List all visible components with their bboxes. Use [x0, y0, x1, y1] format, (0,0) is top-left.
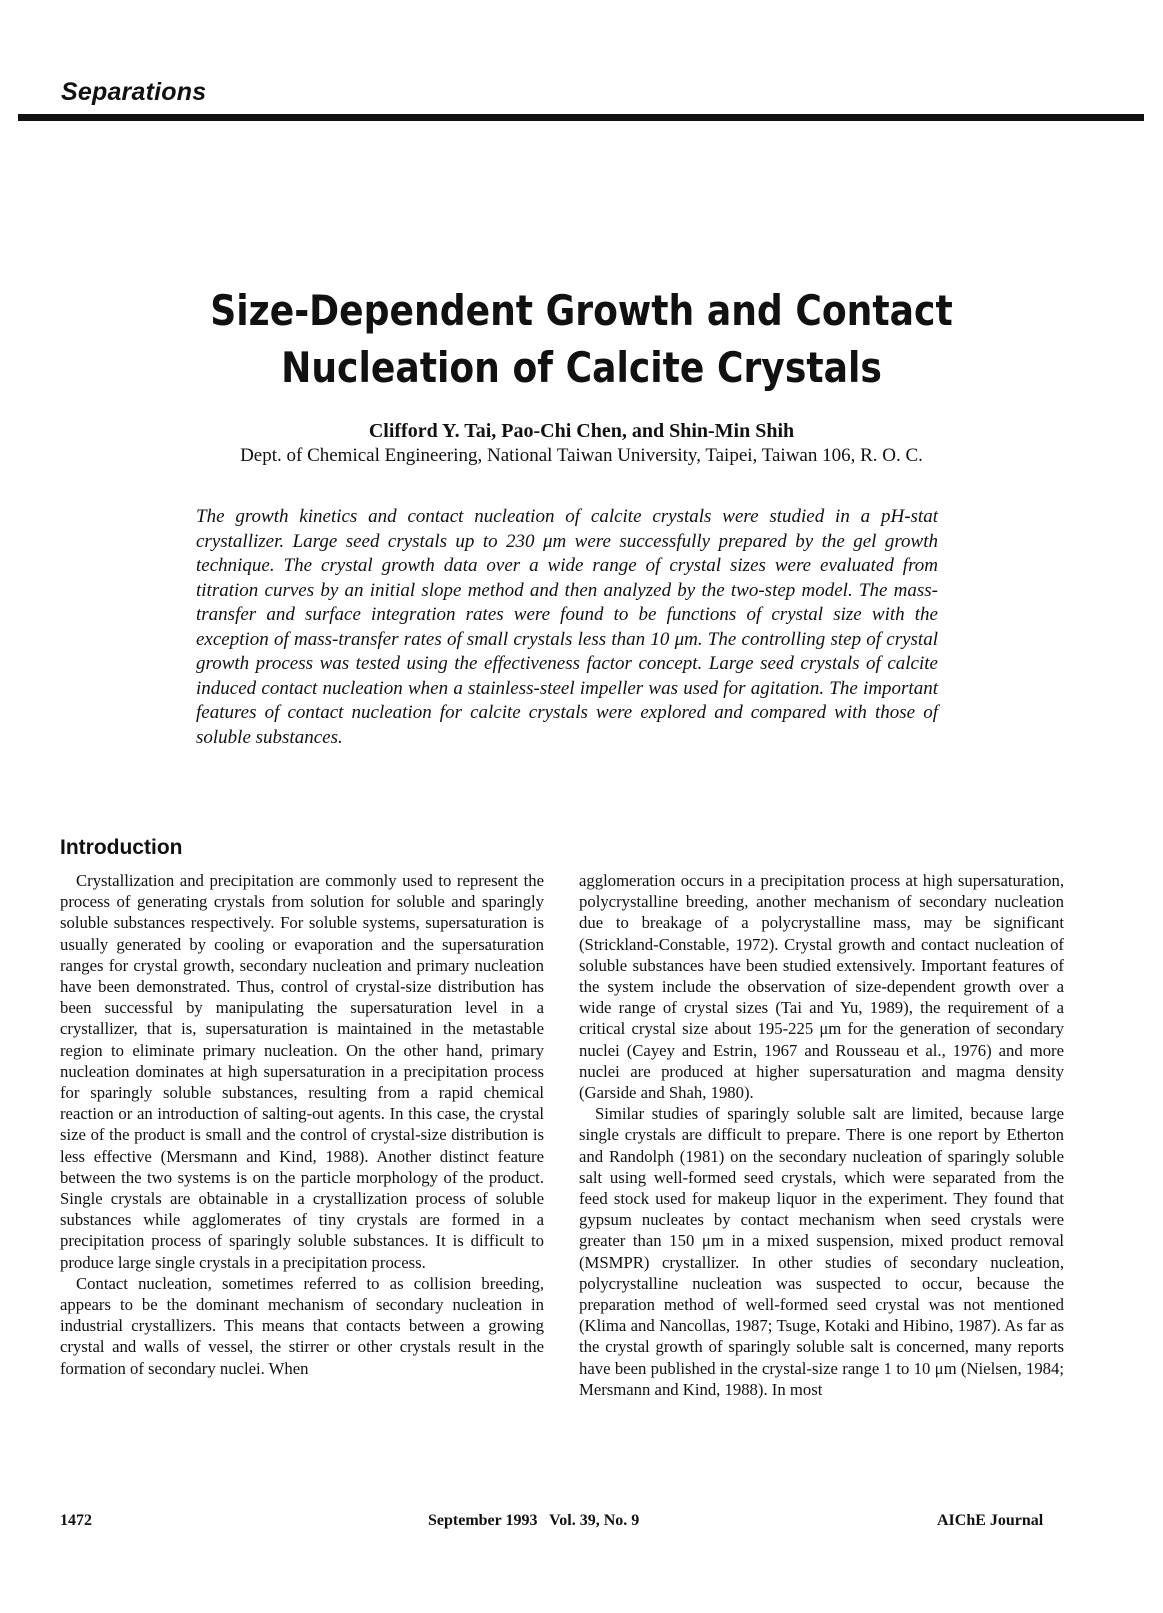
- abstract: The growth kinetics and contact nucleation of calcite crystals were studied in a pH-stat crystallizer. Large seed crystals up to 230 μm were successfully prepared by the gel growth technique. The crystal growth data over a wide range of crystal sizes were evaluated from titration curves by an initial slope method and then analyzed by the two-step model. The mass-transfer and surface integration rates were found to be functions of crystal size with the exception of mass-transfer rates of small crystals less than 10 μm. The controlling step of crystal growth process was tested using the effectiveness factor concept. Large seed crystals of calcite induced contact nucleation when a stainless-steel impeller was used for agitation. The important features of contact nucleation for calcite crystals were explored and compared with those of soluble substances.: [196, 506, 938, 748]
- paragraph: agglomeration occurs in a precipitation process at high supersaturation, polycrystalline breeding, another mechanism of secondary nucleation due to breakage of a polycrystalline mass, may be significant (Strickland-Constable, 1972). Crystal growth and contact nucleation of soluble substances have been studied extensively. Important features of the system include the observation of size-dependent growth over a wide range of crystal sizes (Tai and Yu, 1989), the requirement of a critical crystal size about 195-225 μm for the generation of secondary nuclei (Cayey and Estrin, 1967 and Rousseau et al., 1976) and more nuclei are produced at higher supersaturation and magma density (Garside and Shah, 1980).: [579, 871, 1064, 1103]
- section-label: Separations: [61, 78, 207, 106]
- section-rule: [18, 114, 1144, 121]
- article-title: Size-Dependent Growth and Contact Nucleation of Calcite Crystals: [210, 286, 953, 392]
- right-column: [579, 870, 1064, 1400]
- paragraph: Similar studies of sparingly soluble salt are limited, because large single crystals are difficult to prepare. There is one report by Etherton and Randolph (1981) on the secondary nucleation of sparingly soluble salt using well-formed seed crystals, which were separated from the feed stock used for makeup liquor in the experiment. They found that gypsum nucleates by contact mechanism when seed crystals were greater than 150 μm in a mixed suspension, mixed product removal (MSMPR) crystallizer. In other studies of secondary nucleation, polycrystalline nucleation was suspected to occur, because the preparation method of well-formed seed crystal was not mentioned (Klima and Nancollas, 1987; Tsuge, Kotaki and Hibino, 1987). As far as the crystal growth of sparingly soluble salt is concerned, many reports have been published in the crystal-size range 1 to 10 μm (Nielsen, 1984; Mersmann and Kind, 1988). In most: [579, 1104, 1064, 1399]
- journal-name: AIChE Journal: [937, 1512, 1044, 1529]
- paragraph: Contact nucleation, sometimes referred to as collision breeding, appears to be the dominant mechanism of secondary nucleation in industrial crystallizers. This means that contacts between a growing crystal and walls of vessel, the stirrer or other crystals result in the formation of secondary nuclei. When: [60, 1273, 544, 1378]
- paragraph: Crystallization and precipitation are commonly used to represent the process of generating crystals from solution for soluble and sparingly soluble substances respectively. For soluble systems, supersaturation is usually generated by cooling or evaporation and the supersaturation ranges for crystal growth, secondary nucleation and primary nucleation have been demonstrated. Thus, control of crystal-size distribution has been successful by manipulating the supersaturation level in a crystallizer, that is, supersaturation is maintained in the metastable region to eliminate primary nucleation. On the other hand, primary nucleation dominates at high supersaturation in a precipitation process for sparingly soluble substances, resulting from a rapid chemical reaction or an introduction of salting-out agents. In this case, the crystal size of the product is small and the control of crystal-size distribution is less effective (Mersmann and Kind, 1988). Another distinct feature between the two systems is on the particle morphology of the product. Single crystals are obtainable in a crystallization process of soluble substances while agglomerates of tiny crystals are formed in a precipitation process of sparingly soluble substances. It is difficult to produce large single crystals in a precipitation process.: [60, 871, 544, 1272]
- issue-info: September 1993 Vol. 39, No. 9: [428, 1512, 640, 1529]
- page-number: 1472: [60, 1512, 92, 1529]
- author-list: Clifford Y. Tai, Pao-Chi Chen, and Shin-Min Shih: [368, 420, 795, 442]
- affiliation: Dept. of Chemical Engineering, National Taiwan University, Taipei, Taiwan 106, R. O. C.: [240, 445, 923, 466]
- left-column: [60, 870, 544, 1379]
- introduction-heading: Introduction: [60, 836, 183, 859]
